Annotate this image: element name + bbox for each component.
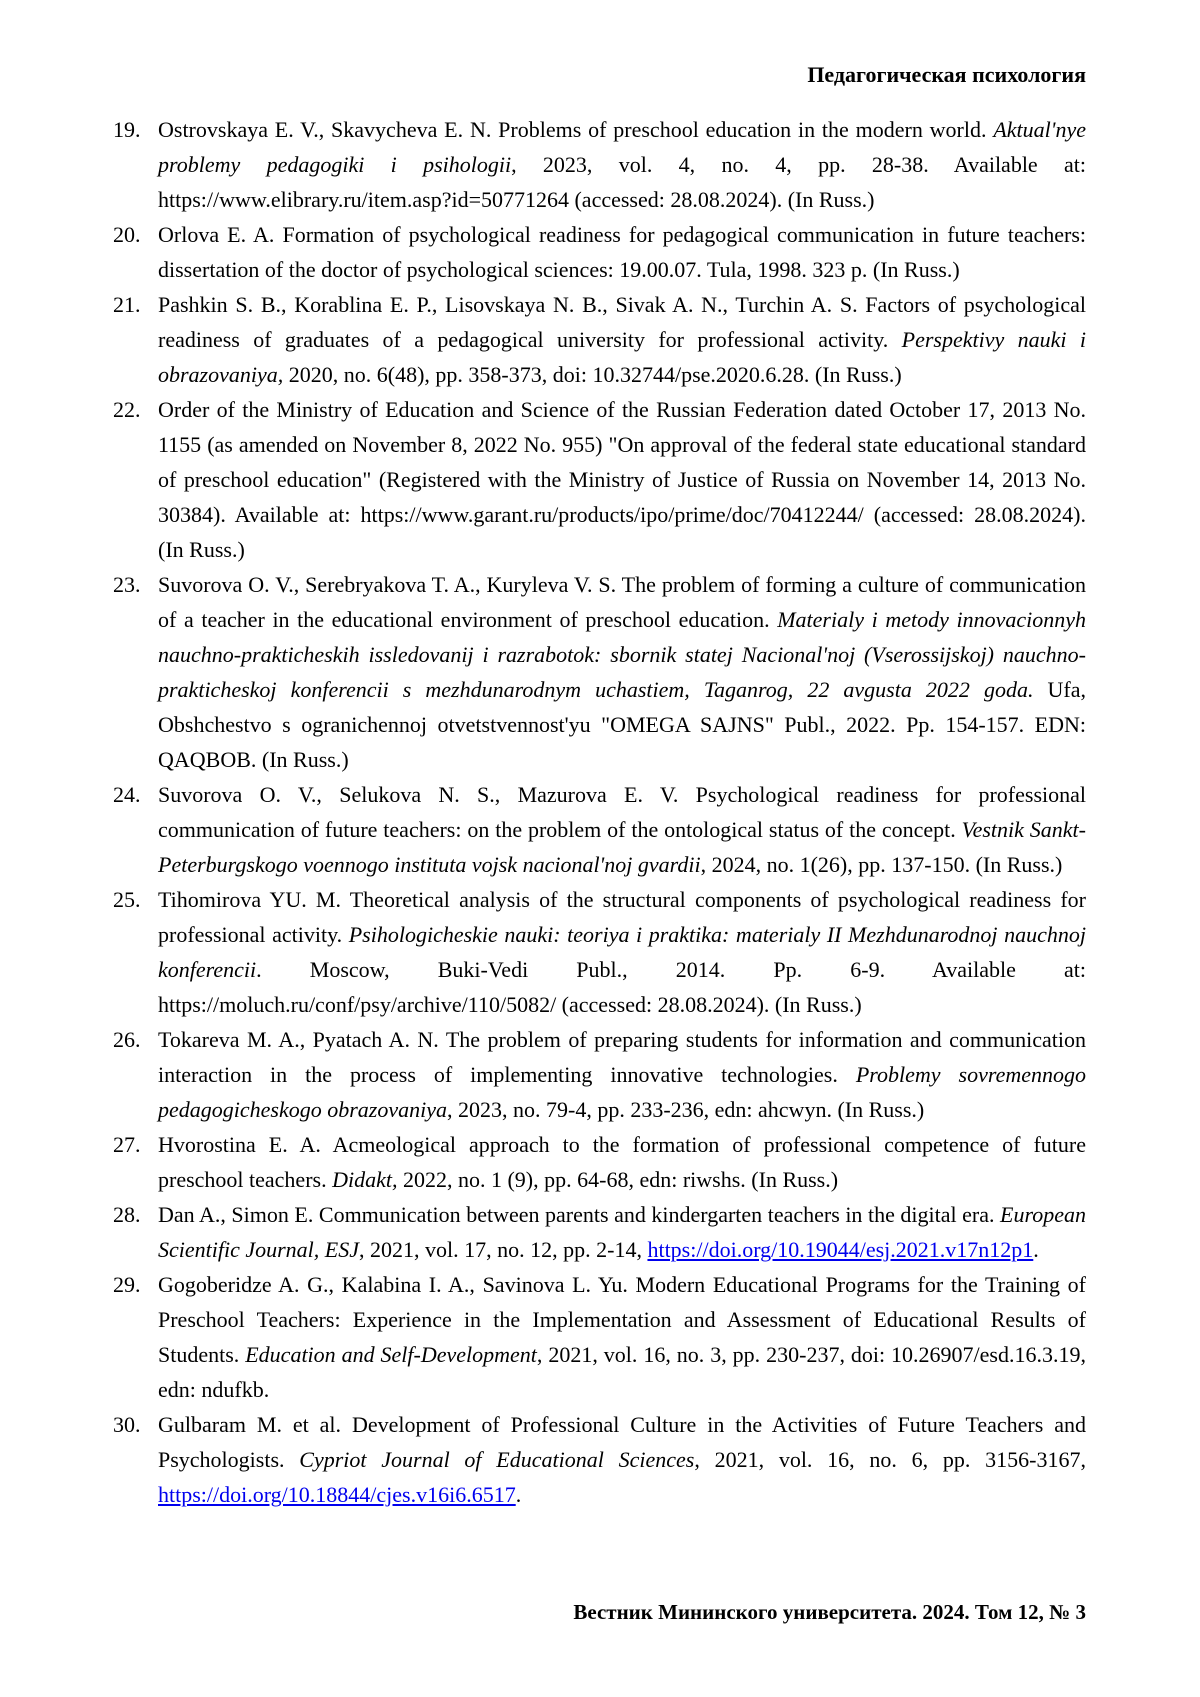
- reference-item: [113, 777, 1086, 882]
- reference-segment: Dan A., Simon E. Communication between parents and kindergarten teachers in the digital era.: [158, 1202, 1001, 1227]
- reference-number: 20.: [113, 222, 141, 247]
- reference-item: [113, 1197, 1086, 1267]
- source-title: Aktual'nye problemy pedagogiki i psihologii: [158, 117, 1086, 177]
- reference-segment: Pashkin S. B., Korablina E. P., Lisovskaya N. B., Sivak A. N., Turchin A. S. Factors of psychological readiness of graduates of a pedagogical university for professional activity.: [158, 292, 1086, 352]
- source-title: Education and Self-Development: [245, 1342, 537, 1367]
- source-title: Perspektivy nauki i obrazovaniya,: [158, 327, 1086, 387]
- reference-number: 19.: [113, 117, 141, 142]
- source-title: Problemy sovremennogo pedagogicheskogo obrazovaniya: [158, 1062, 1087, 1122]
- reference-number: 28.: [113, 1202, 141, 1227]
- reference-segment: 2022, no. 1 (9), pp. 64-68, edn: riwshs. (In Russ.): [397, 1167, 839, 1192]
- reference-segment: Gogoberidze A. G., Kalabina I. A., Savinova L. Yu. Modern Educational Programs for the Training of Preschool Teachers: Experience in the Implementation and Assessment of Educational Results of Students.: [158, 1272, 1086, 1367]
- reference-number: 21.: [113, 292, 141, 317]
- reference-item: [113, 1267, 1086, 1407]
- reference-item: [113, 1127, 1086, 1197]
- reference-list: [113, 112, 1086, 1512]
- reference-number: 23.: [113, 572, 141, 597]
- reference-text: [158, 882, 1086, 1022]
- reference-number: 26.: [113, 1027, 141, 1052]
- running-header: Педагогическая психология: [807, 62, 1086, 87]
- doi-link[interactable]: https://doi.org/10.19044/esj.2021.v17n12p1: [647, 1237, 1034, 1262]
- reference-number: 27.: [113, 1132, 141, 1157]
- page-footer: Вестник Мининского университета. 2024. Том 12, № 3: [573, 1600, 1086, 1624]
- source-title: Vestnik Sankt-Peterburgskogo voennogo instituta vojsk nacional'noj gvardii: [158, 817, 1086, 877]
- reference-number: 30.: [113, 1412, 141, 1437]
- reference-segment: . Moscow, Buki-Vedi Publ., 2014. Pp. 6-9. Available at: https://moluch.ru/conf/psy/archive/110/5082/ (accessed: 28.08.2024). (In Russ.): [158, 957, 1086, 1017]
- reference-text: [158, 112, 1086, 217]
- reference-item: [113, 112, 1086, 217]
- reference-text: [158, 1267, 1086, 1407]
- reference-segment: Hvorostina E. A. Acmeological approach to the formation of professional competence of future preschool teachers.: [158, 1132, 1086, 1192]
- reference-segment: , 2021, vol. 17, no. 12, pp. 2-14,: [359, 1237, 648, 1262]
- reference-segment: , 2023, no. 79-4, pp. 233-236, edn: ahcwyn. (In Russ.): [447, 1097, 925, 1122]
- reference-segment: , 2023, vol. 4, no. 4, pp. 28-38. Available at: https://www.elibrary.ru/item.asp?id=50771264 (accessed: 28.08.2024). (In Russ.): [158, 152, 1086, 212]
- reference-segment: Ostrovskaya E. V., Skavycheva E. N. Problems of preschool education in the modern world.: [158, 117, 994, 142]
- source-title: Didakt,: [332, 1167, 398, 1192]
- source-title: Cypriot Journal of Educational Sciences: [299, 1447, 695, 1472]
- reference-text: [158, 1407, 1086, 1512]
- reference-text: [158, 217, 1086, 287]
- doi-link[interactable]: https://doi.org/10.18844/cjes.v16i6.6517: [158, 1482, 516, 1507]
- reference-segment: Tokareva M. A., Pyatach A. N. The problem of preparing students for information and communication interaction in the process of implementing innovative technologies.: [158, 1027, 1086, 1087]
- reference-text: [158, 287, 1086, 392]
- reference-segment: .: [515, 1482, 522, 1507]
- reference-item: [113, 392, 1086, 567]
- reference-number: 22.: [113, 397, 141, 422]
- reference-text: [158, 1197, 1086, 1267]
- reference-segment: Suvorova O. V., Selukova N. S., Mazurova E. V. Psychological readiness for professional communication of future teachers: on the problem of the ontological status of the concept.: [158, 782, 1086, 842]
- reference-segment: Tihomirova YU. M. Theoretical analysis of the structural components of psychological readiness for professional activity.: [158, 887, 1086, 947]
- reference-segment: Orlova E. A. Formation of psychological readiness for pedagogical communication in future teachers: dissertation of the doctor of psychological sciences: 19.00.07. Tula, 1998. 323 p. (In Russ.): [158, 222, 1086, 282]
- reference-text: [158, 392, 1086, 567]
- reference-segment: , 2021, vol. 16, no. 3, pp. 230-237, doi: 10.26907/esd.16.3.19, edn: ndufkb.: [158, 1342, 1086, 1402]
- reference-segment: Order of the Ministry of Education and Science of the Russian Federation dated October 17, 2013 No. 1155 (as amended on November 8, 2022 No. 955) "On approval of the federal state educational standard of preschool education" (Registered with the Ministry of Justice of Russia on November 14, 2013 No. 30384). Available at: https://www.garant.ru/products/ipo/prime/doc/70412244/ (accessed: 28.08.2024). (In Russ.): [158, 397, 1086, 562]
- source-title: Materialy i metody innovacionnyh nauchno-prakticheskih issledovanij i razrabotok: sbornik statej Nacional'noj (Vserossijskoj) nauchno-prakticheskoj konferencii s mezhdunarodnym uchastiem, Taganrog, 22 avgusta 2022 goda.: [158, 607, 1086, 702]
- reference-segment: 2020, no. 6(48), pp. 358-373, doi: 10.32744/pse.2020.6.28. (In Russ.): [283, 362, 902, 387]
- source-title: European Scientific Journal, ESJ: [158, 1202, 1086, 1262]
- reference-text: [158, 567, 1086, 777]
- reference-item: [113, 567, 1086, 777]
- reference-text: [158, 1022, 1086, 1127]
- reference-segment: , 2021, vol. 16, no. 6, pp. 3156-3167,: [694, 1447, 1086, 1472]
- reference-segment: Suvorova O. V., Serebryakova T. A., Kuryleva V. S. The problem of forming a culture of communication of a teacher in the educational environment of preschool education.: [158, 572, 1086, 632]
- reference-text: [158, 777, 1086, 882]
- reference-item: [113, 882, 1086, 1022]
- reference-item: [113, 1407, 1086, 1512]
- reference-number: 24.: [113, 782, 141, 807]
- reference-segment: Ufa, Obshchestvo s ogranichennoj otvetstvennost'yu "OMEGA SAJNS" Publ., 2022. Pp. 154-157. EDN: QAQBOB. (In Russ.): [158, 677, 1087, 772]
- source-title: Psihologicheskie nauki: teoriya i praktika: materialy II Mezhdunarodnoj nauchnoj konferencii: [158, 922, 1086, 982]
- reference-segment: Gulbaram M. et al. Development of Professional Culture in the Activities of Future Teachers and Psychologists.: [158, 1412, 1086, 1472]
- reference-segment: .: [1033, 1237, 1039, 1262]
- reference-text: [158, 1127, 1086, 1197]
- reference-item: [113, 217, 1086, 287]
- reference-item: [113, 287, 1086, 392]
- reference-number: 25.: [113, 887, 141, 912]
- reference-segment: , 2024, no. 1(26), pp. 137-150. (In Russ.): [700, 852, 1063, 877]
- reference-item: [113, 1022, 1086, 1127]
- reference-number: 29.: [113, 1272, 141, 1297]
